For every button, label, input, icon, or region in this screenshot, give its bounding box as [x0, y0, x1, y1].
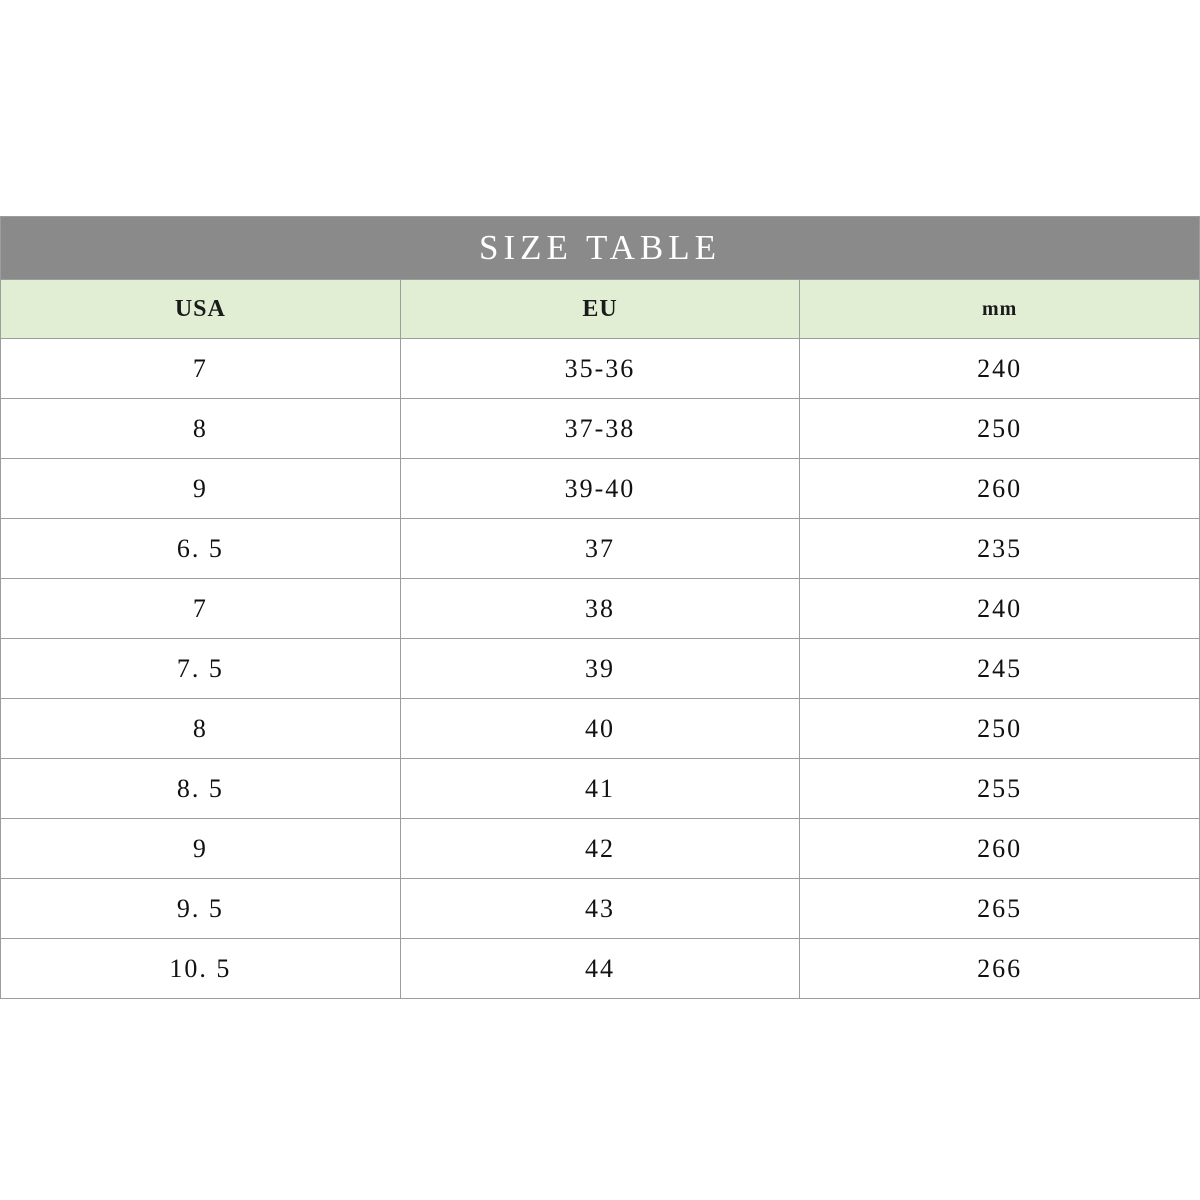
column-header-eu: EU [400, 280, 800, 339]
cell-usa: 9 [1, 819, 401, 879]
cell-mm: 250 [800, 699, 1200, 759]
cell-usa: 9. 5 [1, 879, 401, 939]
cell-eu: 44 [400, 939, 800, 999]
table-row [1, 339, 1200, 399]
table-row [1, 939, 1200, 999]
table-row [1, 399, 1200, 459]
cell-usa: 8 [1, 399, 401, 459]
cell-mm: 240 [800, 339, 1200, 399]
table-header-row [1, 280, 1200, 339]
column-header-usa: USA [1, 280, 401, 339]
cell-usa: 7. 5 [1, 639, 401, 699]
cell-eu: 39-40 [400, 459, 800, 519]
cell-eu: 41 [400, 759, 800, 819]
cell-mm: 265 [800, 879, 1200, 939]
cell-eu: 37 [400, 519, 800, 579]
cell-mm: 250 [800, 399, 1200, 459]
table-row [1, 519, 1200, 579]
table-title-row [1, 217, 1200, 280]
cell-usa: 7 [1, 579, 401, 639]
table-row [1, 639, 1200, 699]
table-row [1, 759, 1200, 819]
table-row [1, 879, 1200, 939]
cell-usa: 8. 5 [1, 759, 401, 819]
size-table-container [0, 216, 1200, 999]
cell-mm: 245 [800, 639, 1200, 699]
table-row [1, 459, 1200, 519]
cell-mm: 235 [800, 519, 1200, 579]
cell-usa: 9 [1, 459, 401, 519]
cell-usa: 10. 5 [1, 939, 401, 999]
page-title: SIZE TABLE [1, 217, 1200, 280]
table-row [1, 699, 1200, 759]
cell-eu: 37-38 [400, 399, 800, 459]
cell-mm: 260 [800, 459, 1200, 519]
cell-mm: 255 [800, 759, 1200, 819]
cell-usa: 7 [1, 339, 401, 399]
size-table [0, 216, 1200, 999]
cell-mm: 240 [800, 579, 1200, 639]
cell-eu: 42 [400, 819, 800, 879]
cell-eu: 40 [400, 699, 800, 759]
table-row [1, 579, 1200, 639]
column-header-mm: mm [800, 280, 1200, 339]
table-body [1, 339, 1200, 999]
table-row [1, 819, 1200, 879]
cell-eu: 39 [400, 639, 800, 699]
cell-usa: 8 [1, 699, 401, 759]
cell-usa: 6. 5 [1, 519, 401, 579]
cell-eu: 43 [400, 879, 800, 939]
cell-eu: 35-36 [400, 339, 800, 399]
cell-mm: 266 [800, 939, 1200, 999]
cell-mm: 260 [800, 819, 1200, 879]
cell-eu: 38 [400, 579, 800, 639]
